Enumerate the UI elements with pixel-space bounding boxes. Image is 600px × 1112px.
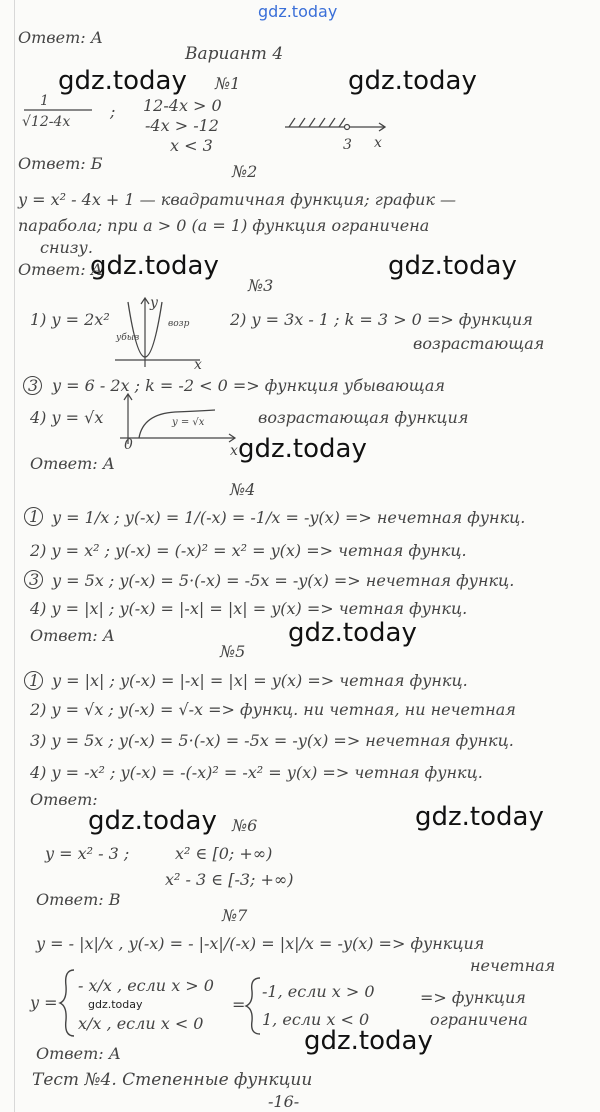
- choice-number: 3: [29, 570, 40, 589]
- choice-number: 3: [28, 376, 39, 395]
- solution-line: возрастающая функция: [258, 408, 469, 427]
- graph-label: возр: [168, 319, 190, 329]
- page-margin-line: [14, 0, 15, 1112]
- solution-line: нечетная: [470, 956, 556, 975]
- system-case: -1, если x > 0: [262, 982, 375, 1001]
- task-number: №2: [232, 162, 258, 181]
- answer-line: Ответ: А: [30, 454, 115, 473]
- solution-line: 3) y = 5x ; y(-x) = 5·(-x) = -5x = -y(x) => нечетная функц.: [30, 731, 514, 750]
- solution-line: y = |x| ; y(-x) = |-x| = |x| = y(x) => четная функц.: [52, 671, 468, 690]
- watermark-top: gdz.today: [258, 2, 338, 21]
- axis-label: x: [374, 135, 382, 151]
- answer-line: Ответ: А: [30, 626, 115, 645]
- separator: ;: [110, 102, 116, 121]
- graph-label: убыв: [116, 333, 140, 343]
- system-case: 1, если x < 0: [262, 1010, 370, 1029]
- solution-line: y = - |x|/x , y(-x) = - |-x|/(-x) = |x|/x = -y(x) => функция: [36, 934, 485, 953]
- fraction-denominator: √12-4x: [22, 114, 71, 130]
- solution-line: y = 5x ; y(-x) = 5·(-x) = -5x = -y(x) => нечетная функц.: [52, 571, 515, 590]
- choice-number: 1: [29, 507, 40, 526]
- system-brace: [244, 976, 264, 1036]
- answer-line: Ответ: А: [36, 1044, 121, 1063]
- number-line-sketch: [285, 115, 395, 135]
- watermark: gdz.today: [348, 66, 477, 96]
- axis-tick-label: 3: [343, 137, 352, 153]
- watermark: gdz.today: [415, 802, 544, 832]
- watermark: gdz.today: [238, 434, 367, 464]
- answer-line: Ответ: А: [18, 28, 103, 47]
- axis-label: x: [194, 357, 202, 373]
- choice-number: 1: [29, 671, 40, 690]
- axis-label: x: [230, 443, 238, 459]
- fraction-bar: [24, 108, 94, 112]
- solution-line: y = x² - 3 ;: [45, 844, 130, 863]
- answer-line: Ответ:: [30, 790, 98, 809]
- watermark: gdz.today: [58, 66, 187, 96]
- system-brace: [58, 968, 78, 1038]
- task-number: №6: [232, 816, 258, 835]
- task-number: №4: [230, 480, 256, 499]
- solution-line: 1) y = 2x²: [30, 310, 110, 329]
- solution-line: 4) y = √x: [30, 408, 104, 427]
- solution-line: 2) y = √x ; y(-x) = √-x => функц. ни четная, ни нечетная: [30, 700, 516, 719]
- answer-line: Ответ: В: [36, 890, 121, 909]
- equals-sign: =: [232, 995, 246, 1014]
- answer-line: Ответ: А: [18, 260, 103, 279]
- solution-line: y = 6 - 2x ; k = -2 < 0 => функция убывающая: [52, 376, 445, 395]
- solution-line: снизу.: [40, 238, 93, 257]
- solution-line: => функция: [420, 988, 526, 1007]
- solution-line: x² ∈ [0; +∞): [175, 844, 273, 863]
- axis-label: y: [150, 295, 158, 311]
- axis-tick-label: 0: [124, 437, 133, 453]
- next-test-title: Тест №4. Степенные функции: [32, 1070, 313, 1090]
- watermark-small: gdz.today: [88, 998, 143, 1011]
- solution-line: 2) y = x² ; y(-x) = (-x)² = x² = y(x) => четная функц.: [30, 541, 467, 560]
- variant-title: Вариант 4: [185, 44, 284, 64]
- watermark: gdz.today: [304, 1026, 433, 1056]
- watermark: gdz.today: [388, 251, 517, 281]
- page-number: -16-: [268, 1092, 300, 1111]
- task-number: №3: [248, 276, 274, 295]
- solution-line: 4) y = |x| ; y(-x) = |-x| = |x| = y(x) => четная функц.: [30, 599, 468, 618]
- inequality-result: x < 3: [170, 136, 213, 155]
- solution-line: y = 1/x ; y(-x) = 1/(-x) = -1/x = -y(x) => нечетная функц.: [52, 508, 526, 527]
- solution-line: 4) y = -x² ; y(-x) = -(-x)² = -x² = y(x) => четная функц.: [30, 763, 483, 782]
- inequality-line: -4x > -12: [145, 116, 219, 135]
- solution-line: возрастающая: [413, 334, 545, 353]
- task-number: №1: [215, 74, 241, 93]
- watermark: gdz.today: [288, 618, 417, 648]
- solution-line: x² - 3 ∈ [-3; +∞): [165, 870, 294, 889]
- system-case: x/x , если x < 0: [78, 1014, 204, 1033]
- solution-line: 2) y = 3x - 1 ; k = 3 > 0 => функция: [230, 310, 533, 329]
- fraction-numerator: 1: [40, 93, 49, 109]
- solution-line: y = x² - 4x + 1 — квадратичная функция; график —: [18, 190, 457, 209]
- task-number: №5: [220, 642, 246, 661]
- answer-line: Ответ: Б: [18, 154, 103, 173]
- system-case: - x/x , если x > 0: [78, 976, 214, 995]
- task-number: №7: [222, 906, 248, 925]
- solution-line: парабола; при a > 0 (a = 1) функция ограничена: [18, 216, 430, 235]
- watermark: gdz.today: [90, 251, 219, 281]
- inequality-line: 12-4x > 0: [143, 96, 222, 115]
- solution-line: y =: [30, 993, 58, 1012]
- solution-line: ограничена: [430, 1010, 528, 1029]
- watermark: gdz.today: [88, 806, 217, 836]
- graph-label: y = √x: [172, 417, 205, 428]
